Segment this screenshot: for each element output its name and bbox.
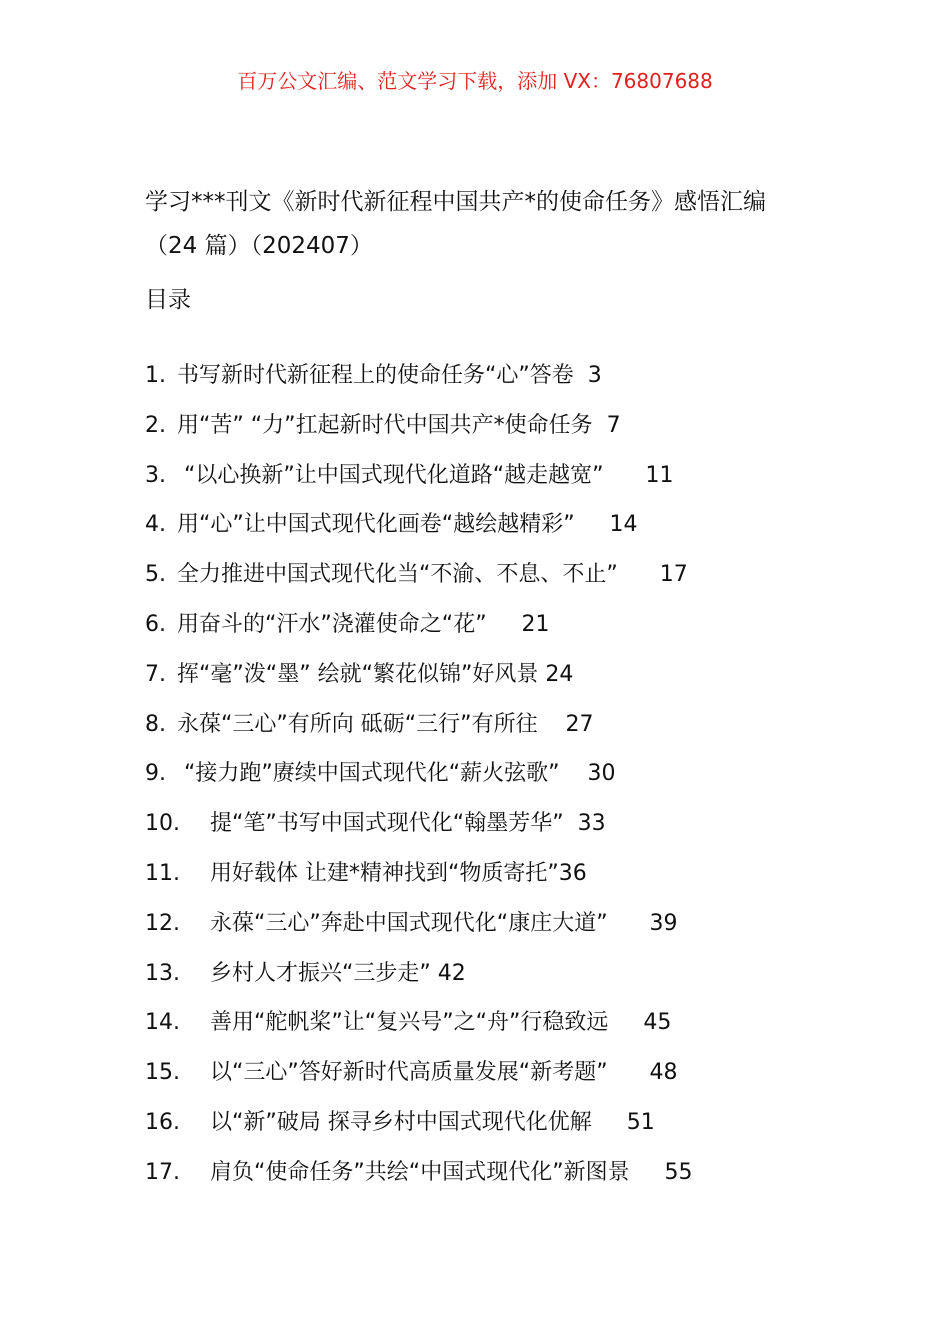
- toc-item-number: 11.: [145, 860, 180, 886]
- toc-item[interactable]: [145, 507, 865, 557]
- toc-item[interactable]: [145, 1105, 865, 1155]
- toc-item-number: 8.: [145, 711, 166, 737]
- document-title-line-1: 学习***刊文《新时代新征程中国共产*的使命任务》感悟汇编: [145, 189, 766, 215]
- toc-item-title: 善用“舵帆桨”让“复兴号”之“舟”行稳致远 45: [210, 1010, 672, 1036]
- toc-item[interactable]: [145, 956, 865, 1006]
- document-title: [145, 180, 825, 268]
- toc-item-number: 4.: [145, 512, 166, 538]
- toc-item[interactable]: [145, 557, 865, 607]
- toc-item[interactable]: [145, 906, 865, 956]
- toc-item-number: 9.: [145, 761, 166, 787]
- toc-item-number: 1.: [145, 363, 166, 388]
- toc-item-title: 全力推进中国式现代化当“不渝、不息、不止” 17: [177, 562, 688, 588]
- header-contact-note: 百万公文汇编、范文学习下载，添加 VX：76807688: [237, 69, 713, 93]
- toc-item-number: 12.: [145, 910, 180, 936]
- toc-item-title: 用“心”让中国式现代化画卷“越绘越精彩” 14: [177, 512, 638, 538]
- toc-heading: 目录: [145, 287, 191, 313]
- toc-item-title: 书写新时代新征程上的使命任务“心”答卷 3: [177, 363, 602, 388]
- toc-item-number: 17.: [145, 1159, 180, 1185]
- toc-item-number: 10.: [145, 811, 180, 837]
- toc-item-number: 15.: [145, 1060, 180, 1086]
- toc-item-title: 提“笔”书写中国式现代化“翰墨芳华” 33: [210, 811, 606, 837]
- toc-item-title: “以心换新”让中国式现代化道路“越走越宽” 11: [177, 462, 674, 488]
- toc-item-number: 13.: [145, 960, 180, 986]
- document-title-line-2: （24 篇）（202407）: [145, 233, 373, 259]
- toc-item-number: 5.: [145, 562, 166, 588]
- toc-item-title: 肩负“使命任务”共绘“中国式现代化”新图景 55: [210, 1159, 693, 1185]
- toc-item-title: 以“三心”答好新时代高质量发展“新考题” 48: [210, 1060, 678, 1086]
- toc-item-number: 3.: [145, 462, 166, 488]
- toc-item-title: 用好载体 让建*精神找到“物质寄托”36: [210, 860, 587, 886]
- toc-item-title: 以“新”破局 探寻乡村中国式现代化优解 51: [210, 1109, 655, 1135]
- toc-item[interactable]: [145, 1055, 865, 1105]
- toc-item-title: 用奋斗的“汗水”浇灌使命之“花” 21: [177, 611, 550, 637]
- toc-item[interactable]: [145, 756, 865, 806]
- toc-item-title: 用“苦” “力”扛起新时代中国共产*使命任务 7: [177, 412, 621, 438]
- toc-item[interactable]: [145, 806, 865, 856]
- toc-item[interactable]: [145, 707, 865, 757]
- toc-item-title: 永葆“三心”有所向 砥砺“三行”有所往 27: [177, 711, 594, 737]
- table-of-contents: [145, 358, 865, 1205]
- toc-item-number: 2.: [145, 412, 166, 438]
- toc-item-number: 6.: [145, 611, 166, 637]
- toc-item-title: 挥“毫”泼“墨” 绘就“繁花似锦”好风景 24: [177, 661, 574, 687]
- toc-item-number: 14.: [145, 1010, 180, 1036]
- toc-item[interactable]: [145, 408, 865, 458]
- toc-item[interactable]: [145, 1155, 865, 1205]
- toc-item-title: 永葆“三心”奔赴中国式现代化“康庄大道” 39: [210, 910, 678, 936]
- toc-item[interactable]: [145, 358, 865, 408]
- toc-item-title: “接力跑”赓续中国式现代化“薪火弦歌” 30: [177, 761, 616, 787]
- toc-item-title: 乡村人才振兴“三步走” 42: [210, 960, 466, 986]
- toc-item[interactable]: [145, 657, 865, 707]
- toc-item[interactable]: [145, 1005, 865, 1055]
- toc-item[interactable]: [145, 607, 865, 657]
- toc-item-number: 7.: [145, 661, 166, 687]
- toc-item[interactable]: [145, 458, 865, 508]
- toc-item[interactable]: [145, 856, 865, 906]
- toc-item-number: 16.: [145, 1109, 180, 1135]
